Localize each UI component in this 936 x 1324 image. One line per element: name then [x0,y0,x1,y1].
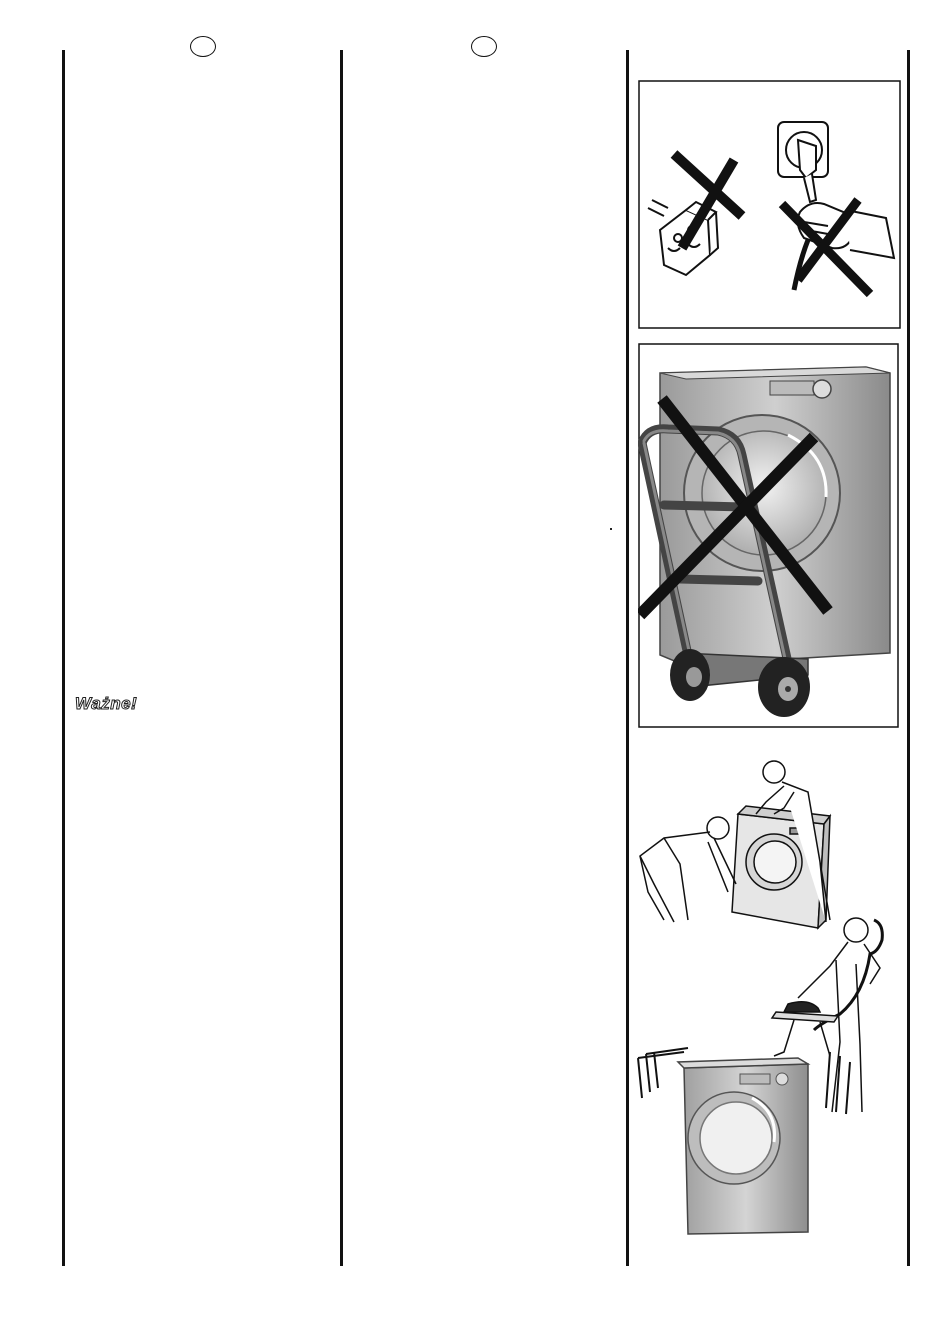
important-note-label: Ważne! [75,694,138,713]
stray-dot [610,528,612,530]
language-badge-left [190,36,216,57]
two-person-lifting-illustration [634,752,904,932]
plug-warning-illustration [638,80,901,329]
column-rule-left [62,50,65,1266]
language-badge-middle [471,36,497,57]
appliance-vibration-icon [634,912,904,1242]
column-rule-middle [340,50,343,1266]
column-rule-right [626,50,629,1266]
hand-truck-prohibited-icon [638,343,899,728]
trolley-transport-illustration [638,343,899,728]
lifting-people-icon [634,752,904,932]
iron-phone-vibration-illustration [634,912,904,1242]
column-rule-edge [907,50,910,1266]
unplug-by-cable-prohibited-icon [638,80,901,329]
